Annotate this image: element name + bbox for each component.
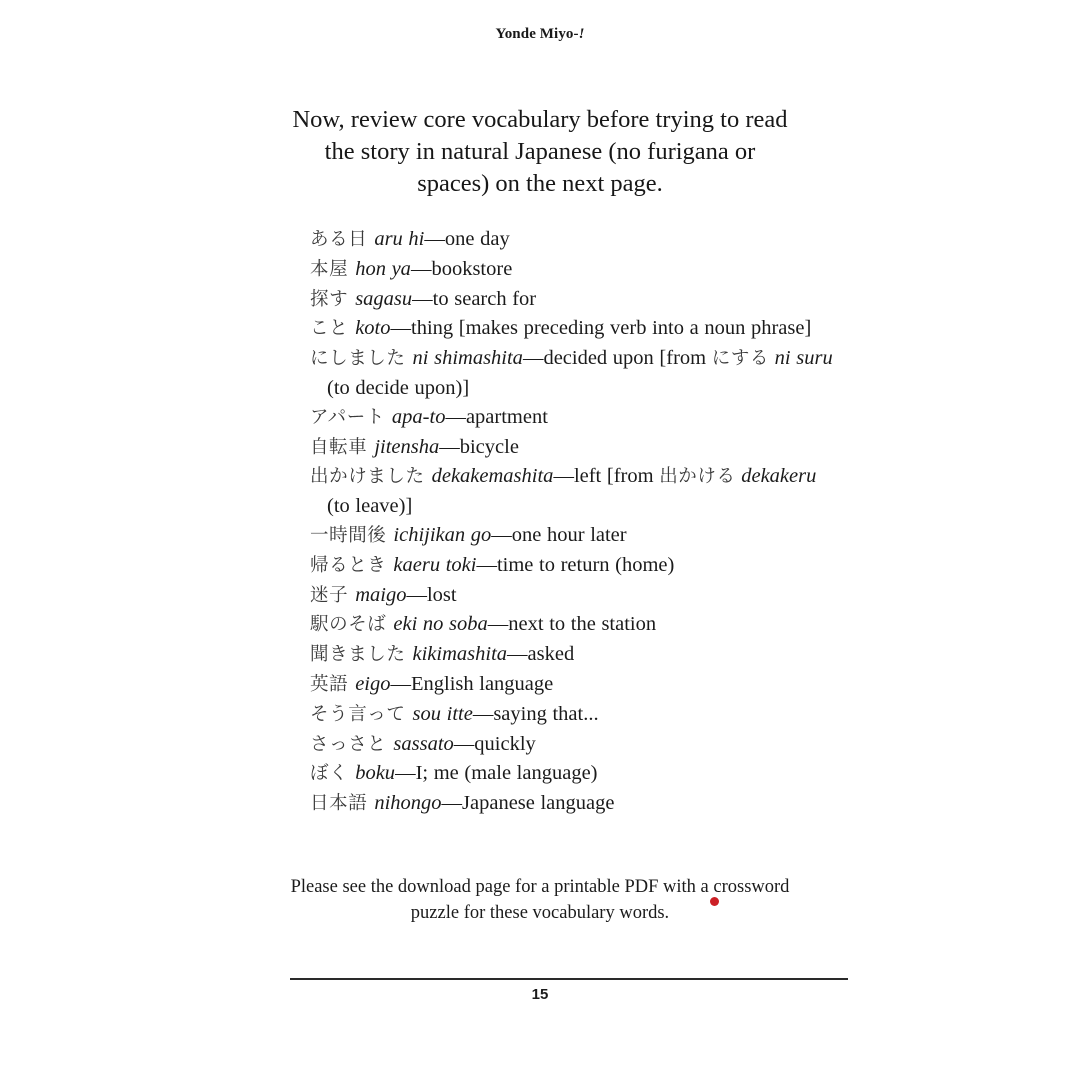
- entry-japanese: 聞きました: [310, 644, 406, 666]
- running-head: [0, 26, 1080, 43]
- footer-divider: [290, 978, 848, 980]
- entry-japanese: そう言って: [310, 703, 406, 725]
- entry-gloss: —decided upon [from にする ni suru (to decide upon)]: [327, 347, 833, 399]
- vocabulary-entry: [310, 610, 840, 640]
- entry-romaji: jitensha: [374, 435, 440, 458]
- entry-romaji: dekakemashita: [431, 465, 554, 488]
- entry-romaji: koto: [355, 317, 391, 340]
- entry-gloss-japanese: 出かける: [659, 466, 736, 488]
- entry-japanese: アパート: [310, 406, 385, 428]
- entry-japanese: さっさと: [310, 733, 387, 755]
- entry-gloss: —one hour later: [491, 523, 627, 546]
- entry-gloss-japanese: にする: [711, 348, 770, 370]
- entry-romaji: sassato: [393, 732, 454, 755]
- entry-gloss: —lost: [406, 583, 457, 606]
- entry-gloss: —left [from 出かける dekakeru (to leave)]: [327, 465, 817, 518]
- entry-japanese: ぼく: [310, 763, 349, 785]
- vocabulary-entry: [310, 759, 840, 789]
- entry-gloss: —quickly: [453, 732, 536, 755]
- entry-romaji: sou itte: [412, 702, 473, 725]
- entry-gloss: —time to return (home): [476, 553, 675, 576]
- entry-japanese: 英語: [310, 673, 349, 695]
- entry-romaji: eki no soba: [393, 613, 488, 636]
- entry-japanese: 一時間後: [310, 524, 387, 546]
- entry-gloss: —bookstore: [410, 257, 513, 280]
- entry-romaji: sagasu: [355, 287, 413, 310]
- entry-romaji: hon ya: [355, 257, 411, 280]
- entry-japanese: ある日: [310, 229, 368, 250]
- vocabulary-entry: [310, 255, 840, 285]
- vocabulary-entry: [310, 285, 840, 315]
- page-number: 15: [531, 986, 549, 1003]
- vocabulary-entry: [310, 521, 840, 551]
- vocabulary-entry: [310, 403, 840, 433]
- vocabulary-entry: [310, 581, 840, 611]
- vocabulary-entry: [310, 551, 840, 581]
- entry-gloss: —asked: [507, 643, 575, 666]
- entry-gloss: —saying that...: [472, 702, 599, 725]
- vocabulary-entry: [310, 730, 840, 760]
- vocabulary-entry: [310, 670, 840, 700]
- vocabulary-list: [310, 225, 840, 819]
- entry-gloss: —next to the station: [487, 613, 657, 636]
- entry-japanese: こと: [310, 318, 349, 340]
- entry-japanese: 自転車: [310, 436, 368, 458]
- entry-japanese: 迷子: [310, 584, 349, 606]
- entry-romaji: eigo: [355, 672, 391, 695]
- vocabulary-entry: [310, 640, 840, 670]
- red-dot-marker: [710, 897, 719, 906]
- vocabulary-entry: [310, 225, 840, 255]
- entry-romaji: ni shimashita: [412, 347, 523, 370]
- entry-japanese: 本屋: [310, 258, 349, 280]
- entry-japanese: 帰るとき: [310, 554, 387, 576]
- vocabulary-entry: [310, 462, 840, 521]
- entry-romaji: nihongo: [374, 792, 442, 815]
- entry-japanese: 出かけました: [310, 466, 425, 488]
- entry-romaji: maigo: [355, 583, 407, 606]
- entry-gloss: —one day: [424, 228, 510, 250]
- entry-romaji: kikimashita: [412, 643, 508, 666]
- entry-gloss: —I; me (male language): [395, 762, 598, 785]
- entry-romaji: boku: [355, 762, 396, 785]
- entry-gloss: —to search for: [412, 287, 537, 310]
- entry-gloss: —English language: [390, 672, 554, 695]
- entry-gloss: —apartment: [445, 405, 548, 428]
- entry-gloss-romaji: dekakeru: [741, 465, 817, 488]
- entry-romaji: kaeru toki: [393, 553, 477, 576]
- entry-japanese: 探す: [310, 288, 349, 310]
- entry-gloss: —Japanese language: [441, 792, 615, 815]
- entry-gloss-romaji: ni suru: [774, 347, 833, 370]
- vocabulary-entry: [310, 700, 840, 730]
- running-head-title: Yonde Miyo-: [495, 26, 579, 42]
- entry-gloss: —thing [makes preceding verb into a noun phrase]: [390, 317, 812, 340]
- entry-japanese: 駅のそば: [310, 614, 387, 636]
- vocabulary-entry: [310, 314, 840, 344]
- entry-romaji: apa-to: [391, 405, 446, 428]
- entry-japanese: 日本語: [310, 793, 368, 815]
- vocabulary-entry: [310, 789, 840, 819]
- footnote-text: Please see the download page for a printable PDF with a crossword puzzle for these vocabulary words.: [290, 876, 790, 923]
- entry-gloss: —bicycle: [439, 435, 519, 458]
- vocabulary-entry: [310, 433, 840, 463]
- vocabulary-entry: [310, 344, 840, 403]
- entry-japanese: にしました: [310, 348, 406, 370]
- intro-paragraph: Now, review core vocabulary before trying to read the story in natural Japanese (no furigana or spaces) on the next page.: [292, 105, 788, 197]
- entry-romaji: aru hi: [374, 228, 425, 250]
- running-head-exclamation: !: [578, 26, 585, 42]
- entry-romaji: ichijikan go: [393, 523, 492, 546]
